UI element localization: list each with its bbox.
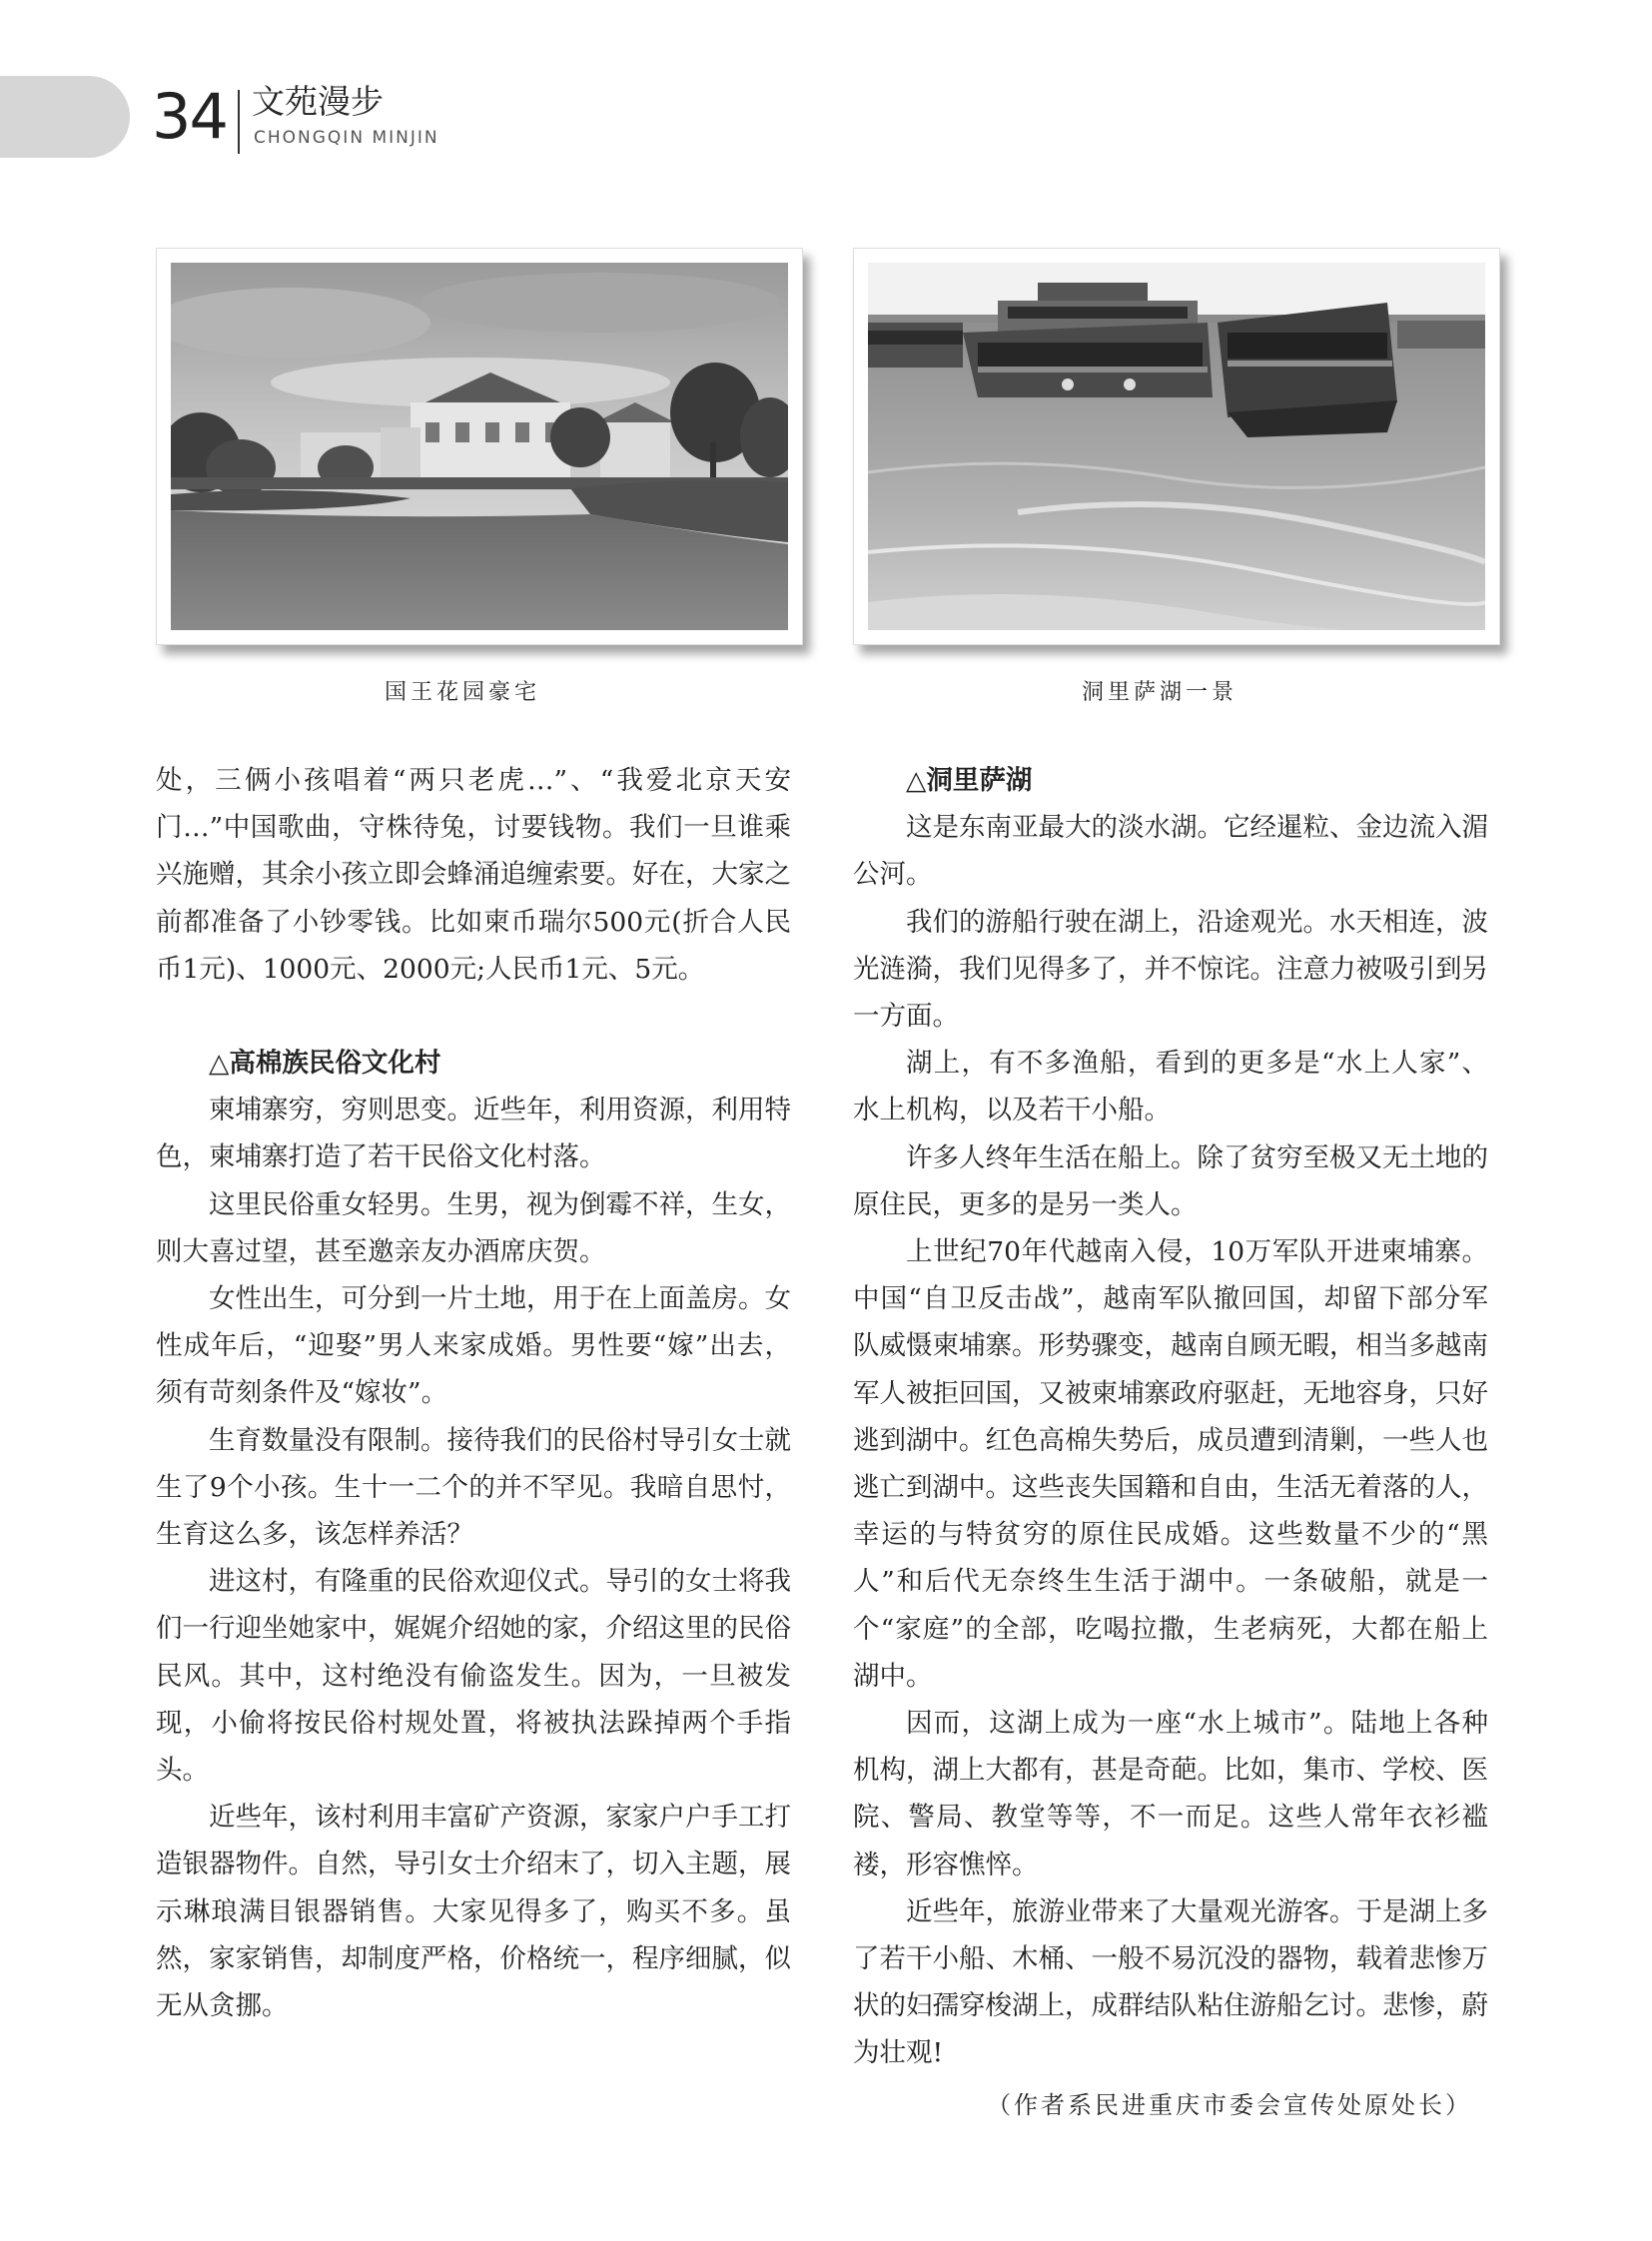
author-byline: （作者系民进重庆市委会宣传处原处长） <box>987 2090 1472 2119</box>
paragraph: 近些年，旅游业带来了大量观光游客。于是湖上多了若干小船、木桶、一般不易沉没的器物，载着悲惨万状的妇孺穿梭湖上，成群结队粘住游船乞讨。悲惨，蔚为壮观! <box>853 1895 1488 2069</box>
paragraph: 生育数量没有限制。接待我们的民俗村导引女士就生了9个小孩。生十一二个的并不罕见。我暗自思忖，生育这么多，该怎样养活？ <box>156 1424 791 1551</box>
photo-caption-lake: 洞里萨湖一景 <box>1081 680 1238 705</box>
paragraph: 柬埔寨穷，穷则思变。近些年，利用资源，利用特色，柬埔寨打造了若干民俗文化村落。 <box>156 1095 791 1173</box>
paragraph: 近些年，该村利用丰富矿产资源，家家户户手工打造银器物件。自然，导引女士介绍末了，切入主题，展示琳琅满目银器销售。大家见得多了，购买不多。虽然，家家销售，却制度严格，价格统一，程序细腻，似无从贪挪。 <box>156 1802 791 2022</box>
article-left-column <box>156 757 791 2029</box>
paragraph: 许多人终年生活在船上。除了贫穷至极又无土地的原住民，更多的是另一类人。 <box>853 1141 1488 1220</box>
paragraph: 女性出生，可分到一片土地，用于在上面盖房。女性成年后，“迎娶”男人来家成婚。男性要“嫁”出去，须有苛刻条件及“嫁妆”。 <box>156 1283 791 1409</box>
garden-mansion-photo-icon <box>171 263 788 630</box>
article-right-column <box>853 757 1488 2125</box>
section-subtitle: CHONGQIN MINJIN <box>254 128 439 148</box>
photo-caption-garden-mansion: 国王花园豪宅 <box>384 680 540 705</box>
paragraph: 上世纪70年代越南入侵，10万军队开进柬埔寨。中国“自卫反击战”，越南军队撤回国，却留下部分军队威慑柬埔寨。形势骤变，越南自顾无暇，相当多越南军人被拒回国，又被柬埔寨政府驱赶，无地容身，只好逃到湖中。红色高棉失势后，成员遭到清剿，一些人也逃亡到湖中。这些丧失国籍和自由，生活无着落的人，幸运的与特贫穷的原住民成婚。这些数量不少的“黑人”和后代无奈终生生活于湖中。一条破船，就是一个“家庭”的全部，吃喝拉撒，生老病死，大都在船上湖中。 <box>853 1236 1488 1692</box>
section-title: 文苑漫步 <box>252 82 384 121</box>
paragraph: 这里民俗重女轻男。生男，视为倒霉不祥，生女，则大喜过望，甚至邀亲友办酒席庆贺。 <box>156 1188 791 1267</box>
page-number: 34 <box>152 80 227 153</box>
paragraph: 这是东南亚最大的淡水湖。它经暹粒、金边流入湄公河。 <box>853 812 1488 891</box>
paragraph: 因而，这湖上成为一座“水上城市”。陆地上各种机构，湖上大都有，甚是奇葩。比如，集市、学校、医院、警局、教堂等等，不一而足。这些人常年衣衫褴褛，形容憔悴。 <box>853 1708 1488 1880</box>
photo-lake-boats <box>853 248 1500 645</box>
subheading-khmer-folk-village: △高棉族民俗文化村 <box>209 1048 441 1080</box>
subheading-tonle-sap: △洞里萨湖 <box>906 765 1033 796</box>
paragraph: 我们的游船行驶在湖上，沿途观光。水天相连，波光涟漪，我们见得多了，并不惊诧。注意力被吸引到另一方面。 <box>853 906 1488 1033</box>
paragraph: 处，三俩小孩唱着“两只老虎…”、“我爱北京天安门…”中国歌曲，守株待兔，讨要钱物。我们一旦谁乘兴施赠，其余小孩立即会蜂涌追缠索要。好在，大家之前都准备了小钞零钱。比如柬币瑞尔500元(折合人民币1元)、1000元、2000元;人民币1元、5元。 <box>156 765 791 985</box>
photo-garden-mansion <box>156 248 803 645</box>
lake-boats-photo-icon <box>868 263 1485 630</box>
header-divider <box>238 90 240 154</box>
page-tab-decoration <box>0 76 130 158</box>
paragraph: 进这村，有隆重的民俗欢迎仪式。导引的女士将我们一行迎坐她家中，娓娓介绍她的家，介绍这里的民俗民风。其中，这村绝没有偷盗发生。因为，一旦被发现，小偷将按民俗村规处置，将被执法跺掉两个手指头。 <box>156 1566 791 1787</box>
paragraph: 湖上，有不多渔船，看到的更多是“水上人家”、水上机构，以及若干小船。 <box>853 1048 1488 1126</box>
